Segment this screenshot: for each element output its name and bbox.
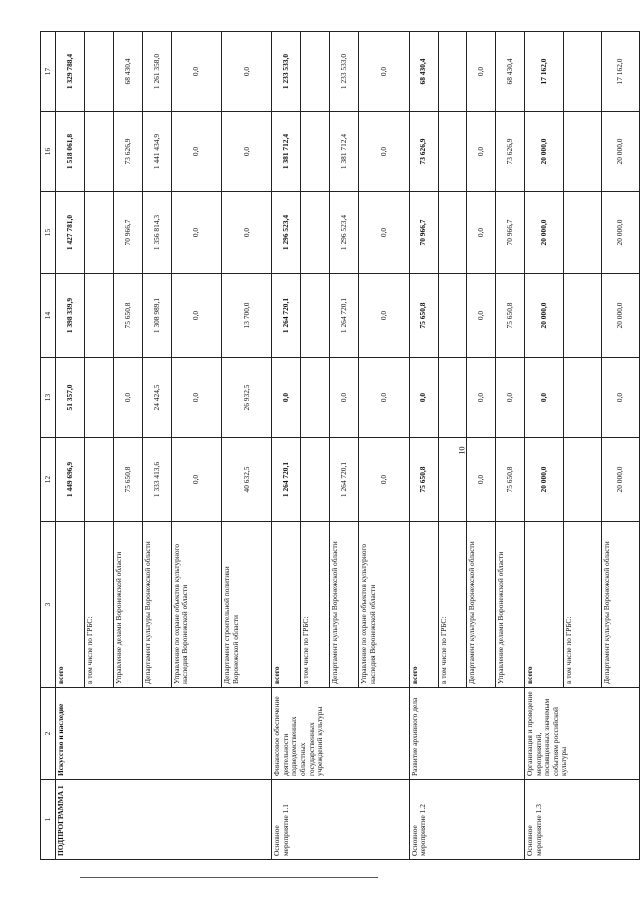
value-cell	[301, 112, 330, 192]
value-cell	[438, 192, 467, 274]
table-row	[525, 32, 563, 860]
value-cell: 70 966,7	[496, 192, 525, 274]
grbs-cell: Управление делами Воронежской области	[496, 522, 525, 688]
column-header: 17	[41, 32, 56, 112]
value-cell: 1 296 523,4	[330, 192, 359, 274]
value-cell	[301, 192, 330, 274]
value-cell: 0,0	[467, 32, 496, 112]
column-header: 2	[41, 688, 56, 780]
value-cell: 1 381 712,4	[330, 112, 359, 192]
grbs-cell: Департамент культуры Воронежской области	[467, 522, 496, 688]
value-cell: 1 264 720,1	[330, 274, 359, 358]
column-header: 3	[41, 522, 56, 688]
value-cell: 0,0	[467, 192, 496, 274]
value-cell: 26 932,5	[222, 358, 272, 438]
value-cell	[438, 32, 467, 112]
grbs-cell: Управление по охране объектов культурного наследия Воронежской области	[359, 522, 409, 688]
name-cell: Развитие архивного дела	[409, 688, 525, 780]
value-cell	[563, 274, 601, 358]
table-row	[56, 32, 85, 860]
value-cell: 0,0	[171, 438, 221, 522]
value-cell: 1 296 523,4	[272, 192, 301, 274]
grbs-cell: в том числе по ГРБС:	[563, 522, 601, 688]
value-cell: 17 162,0	[601, 32, 639, 112]
value-cell: 1 381 712,4	[272, 112, 301, 192]
value-cell	[84, 192, 113, 274]
column-header: 12	[41, 438, 56, 522]
value-cell: 20 000,0	[525, 112, 563, 192]
name-cell: Финансовое обеспечение деятельности подведомственных областных государственных учреждений культуры	[272, 688, 409, 780]
value-cell: 1 261 358,0	[142, 32, 171, 112]
value-cell	[301, 32, 330, 112]
value-cell	[84, 32, 113, 112]
value-cell	[84, 438, 113, 522]
value-cell: 20 000,0	[601, 438, 639, 522]
header-row	[41, 32, 56, 860]
value-cell: 24 424,5	[142, 358, 171, 438]
value-cell: 20 000,0	[525, 438, 563, 522]
column-header: 15	[41, 192, 56, 274]
value-cell: 0,0	[359, 274, 409, 358]
grbs-cell: Департамент строительной политики Воронежской области	[222, 522, 272, 688]
value-cell: 1 427 781,0	[56, 192, 85, 274]
program-cell: Основное мероприятие 1.2	[409, 780, 525, 860]
value-cell: 0,0	[222, 192, 272, 274]
value-cell: 0,0	[467, 274, 496, 358]
value-cell: 1 233 533,0	[330, 32, 359, 112]
budget-table	[40, 31, 640, 860]
value-cell: 75 650,8	[409, 274, 438, 358]
program-cell: Основное мероприятие 1.3	[525, 780, 640, 860]
value-cell	[438, 358, 467, 438]
value-cell	[563, 32, 601, 112]
value-cell: 0,0	[171, 274, 221, 358]
value-cell	[438, 112, 467, 192]
value-cell: 73 626,9	[409, 112, 438, 192]
value-cell	[563, 192, 601, 274]
value-cell: 40 632,5	[222, 438, 272, 522]
value-cell: 20 000,0	[601, 192, 639, 274]
value-cell: 0,0	[171, 32, 221, 112]
value-cell: 0,0	[359, 438, 409, 522]
value-cell: 70 966,7	[409, 192, 438, 274]
value-cell: 75 650,8	[113, 438, 142, 522]
value-cell	[563, 438, 601, 522]
value-cell: 1 398 339,9	[56, 274, 85, 358]
value-cell: 0,0	[467, 438, 496, 522]
value-cell: 68 430,4	[496, 32, 525, 112]
value-cell: 68 430,4	[113, 32, 142, 112]
value-cell: 20 000,0	[601, 274, 639, 358]
value-cell: 0,0	[496, 358, 525, 438]
value-cell: 0,0	[359, 112, 409, 192]
value-cell: 1 333 413,6	[142, 438, 171, 522]
value-cell: 1 233 533,0	[272, 32, 301, 112]
value-cell: 1 264 720,1	[272, 274, 301, 358]
column-header: 14	[41, 274, 56, 358]
value-cell: 20 000,0	[525, 274, 563, 358]
value-cell: 0,0	[113, 358, 142, 438]
column-header: 13	[41, 358, 56, 438]
grbs-cell: в том числе по ГРБС:	[301, 522, 330, 688]
value-cell: 0,0	[171, 192, 221, 274]
rotated-table-wrapper	[40, 32, 640, 860]
value-cell: 20 000,0	[601, 112, 639, 192]
value-cell: 75 650,8	[409, 438, 438, 522]
grbs-cell: Управление по охране объектов культурного наследия Воронежской области	[171, 522, 221, 688]
value-cell	[438, 438, 467, 522]
value-cell: 17 162,0	[525, 32, 563, 112]
value-cell	[301, 358, 330, 438]
value-cell: 1 308 989,1	[142, 274, 171, 358]
value-cell: 0,0	[171, 358, 221, 438]
value-cell: 0,0	[601, 358, 639, 438]
grbs-cell: в том числе по ГРБС:	[438, 522, 467, 688]
table-row	[272, 32, 301, 860]
value-cell: 0,0	[359, 358, 409, 438]
column-header: 16	[41, 112, 56, 192]
value-cell: 75 650,8	[496, 438, 525, 522]
value-cell: 51 357,0	[56, 358, 85, 438]
grbs-cell: Управление делами Воронежской области	[113, 522, 142, 688]
value-cell: 0,0	[171, 112, 221, 192]
value-cell: 1 264 720,1	[272, 438, 301, 522]
column-header: 1	[41, 780, 56, 860]
value-cell: 1 441 434,9	[142, 112, 171, 192]
grbs-cell: всего	[409, 522, 438, 688]
value-cell: 13 700,0	[222, 274, 272, 358]
value-cell: 0,0	[467, 358, 496, 438]
value-cell: 68 430,4	[409, 32, 438, 112]
value-cell	[438, 274, 467, 358]
name-cell: Искусство и наследие	[56, 688, 272, 780]
grbs-cell: всего	[56, 522, 85, 688]
value-cell	[301, 438, 330, 522]
value-cell: 0,0	[525, 358, 563, 438]
value-cell: 70 966,7	[113, 192, 142, 274]
program-cell: ПОДПРОГРАММА 1	[56, 780, 272, 860]
value-cell	[84, 358, 113, 438]
value-cell: 1 356 814,3	[142, 192, 171, 274]
value-cell	[301, 274, 330, 358]
program-cell: Основное мероприятие 1.1	[272, 780, 409, 860]
grbs-cell: в том числе по ГРБС:	[84, 522, 113, 688]
value-cell: 0,0	[330, 358, 359, 438]
grbs-cell: всего	[525, 522, 563, 688]
value-cell	[563, 358, 601, 438]
value-cell: 75 650,8	[113, 274, 142, 358]
grbs-cell: Департамент культуры Воронежской области	[601, 522, 639, 688]
value-cell	[84, 112, 113, 192]
value-cell	[84, 274, 113, 358]
value-cell: 73 626,9	[113, 112, 142, 192]
value-cell: 0,0	[409, 358, 438, 438]
value-cell	[563, 112, 601, 192]
value-cell: 73 626,9	[496, 112, 525, 192]
table-row	[409, 32, 438, 860]
footer-rule	[80, 877, 378, 878]
value-cell: 0,0	[222, 32, 272, 112]
grbs-cell: Департамент культуры Воронежской области	[142, 522, 171, 688]
value-cell: 1 449 696,9	[56, 438, 85, 522]
value-cell: 0,0	[359, 192, 409, 274]
value-cell: 20 000,0	[525, 192, 563, 274]
value-cell: 75 650,8	[496, 274, 525, 358]
name-cell: Организация и проведение мероприятий, посвященных значимым событиям российской культуры	[525, 688, 640, 780]
value-cell: 1 329 788,4	[56, 32, 85, 112]
value-cell: 0,0	[467, 112, 496, 192]
page-number: 10	[457, 446, 467, 455]
value-cell: 0,0	[222, 112, 272, 192]
value-cell: 1 264 720,1	[330, 438, 359, 522]
value-cell: 1 518 061,8	[56, 112, 85, 192]
grbs-cell: всего	[272, 522, 301, 688]
value-cell: 0,0	[359, 32, 409, 112]
grbs-cell: Департамент культуры Воронежской области	[330, 522, 359, 688]
value-cell: 0,0	[272, 358, 301, 438]
